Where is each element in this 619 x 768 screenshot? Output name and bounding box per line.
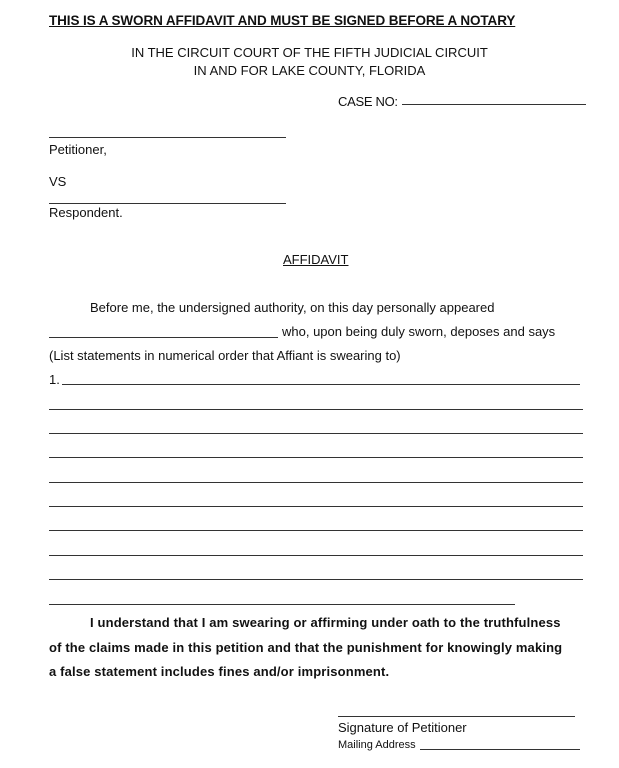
sworn-text: who, upon being duly sworn, deposes and says xyxy=(282,324,556,339)
affiant-name-field[interactable] xyxy=(49,337,278,338)
notary-warning: THIS IS A SWORN AFFIDAVIT AND MUST BE SIGNED BEFORE A NOTARY xyxy=(49,13,516,28)
case-number-label: CASE NO: xyxy=(338,94,398,109)
statement-line[interactable] xyxy=(49,579,583,580)
instructions-text: (List statements in numerical order that Affiant is swearing to) xyxy=(49,348,401,363)
case-number-field[interactable] xyxy=(402,104,586,105)
signature-label: Signature of Petitioner xyxy=(338,720,467,735)
statement-line[interactable] xyxy=(49,457,583,458)
signature-field[interactable] xyxy=(338,716,575,717)
court-name-line2: IN AND FOR LAKE COUNTY, FLORIDA xyxy=(193,63,426,78)
statement-line[interactable] xyxy=(49,555,583,556)
statement-line[interactable] xyxy=(62,384,580,385)
oath-text-line2: of the claims made in this petition and that the punishment for knowingly making xyxy=(49,640,563,655)
statement-line[interactable] xyxy=(49,482,583,483)
mailing-address-label: Mailing Address xyxy=(338,739,416,751)
respondent-name-field[interactable] xyxy=(49,203,286,204)
statement-line[interactable] xyxy=(49,409,583,410)
oath-text-line3: a false statement includes fines and/or imprisonment. xyxy=(49,664,390,679)
statement-line[interactable] xyxy=(49,530,583,531)
versus-label: VS xyxy=(49,174,67,189)
petitioner-label: Petitioner, xyxy=(49,142,107,157)
document-title: AFFIDAVIT xyxy=(283,252,349,267)
statement-line[interactable] xyxy=(49,506,583,507)
petitioner-name-field[interactable] xyxy=(49,137,286,138)
respondent-label: Respondent. xyxy=(49,205,123,220)
intro-text: Before me, the undersigned authority, on this day personally appeared xyxy=(90,300,495,315)
mailing-address-field[interactable] xyxy=(420,749,580,750)
statement-line[interactable] xyxy=(49,433,583,434)
court-name-line1: IN THE CIRCUIT COURT OF THE FIFTH JUDICIAL CIRCUIT xyxy=(131,45,488,60)
statement-1-label: 1. xyxy=(49,372,60,387)
oath-text-line1: I understand that I am swearing or affirming under oath to the truthfulness xyxy=(90,615,561,630)
statement-line[interactable] xyxy=(49,604,515,605)
